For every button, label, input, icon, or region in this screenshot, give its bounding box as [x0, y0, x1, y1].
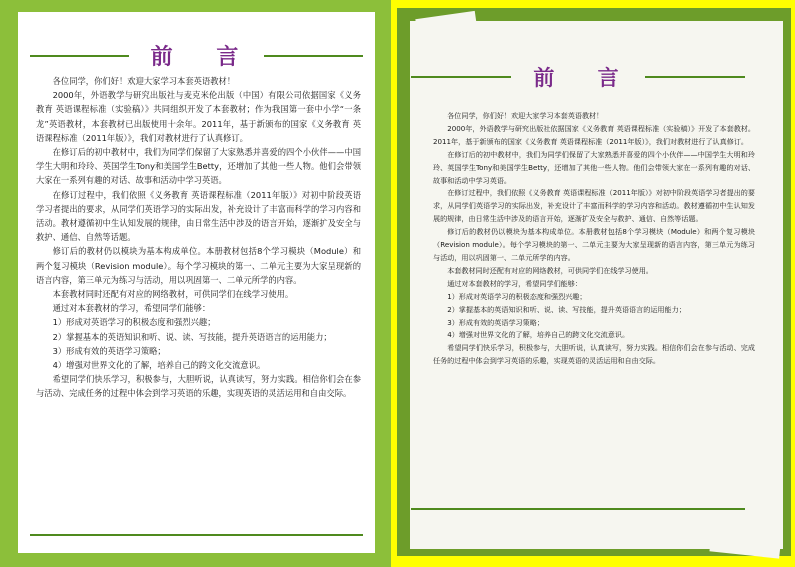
right-paragraph: 本套教材同时还配有对应的网络教材，可供同学们在线学习使用。 — [447, 265, 653, 275]
left-list-item: 2）掌握基本的英语知识和听、说、读、写技能，提升英语语言的运用能力； — [52, 331, 332, 342]
right-paragraph: 在修订后的初中教材中，我们为同学们保留了大家熟悉并喜爱的四个小伙伴——中国学生大明和玲玲、英国学生Tony和美国学生Betty，还增加了其他一些人物。他们会带领大家在一系列有趣的对话、故事和活动中学习英语。 — [433, 149, 755, 185]
left-list-item: 3）形成有效的英语学习策略； — [52, 345, 166, 356]
left-paragraph: 在修订后的初中教材中，我们为同学们保留了大家熟悉并喜爱的四个小伙伴——中国学生大明和玲玲、英国学生Tony和美国学生Betty，还增加了其他一些人物。他们会带领大家在一系列有趣的对话、故事和活动中学习英语。 — [36, 147, 361, 186]
right-paragraph: 2000年，外语教学与研究出版社依据国家《义务教育 英语课程标准（实验稿）》开发了本套教材。2011年，基于新颁布的国家《义务教育 英语课程标准（2011年版）》，我们对教材进行了认真修订。 — [433, 123, 755, 146]
right-paragraph: 修订后的教材仍以模块为基本构成单位。本册教材包括8个学习模块（Module）和两个复习模块（Revision module）。每个学习模块的第一、二单元主要为大家呈现新的语言内容，第三单元为练习与活动，用以巩固第一、二单元所学的内容。 — [433, 227, 755, 262]
left-paragraph: 各位同学，你们好！欢迎大家学习本套英语教材！ — [52, 76, 236, 86]
right-title-row — [411, 62, 745, 92]
left-title-rule-left — [30, 55, 129, 57]
right-page-panel — [393, 0, 795, 567]
torn-edge-bottom — [709, 537, 780, 558]
left-paragraph: 希望同学们快乐学习，积极参与，大胆听说，认真读写，努力实践。相信你们会在参与活动、完成任务的过程中体会到学习英语的乐趣，实现英语的灵活运用和自由交际。 — [36, 374, 361, 399]
right-page-title: 前 言 — [533, 65, 637, 90]
right-paragraph: 在修订过程中，我们依照《义务教育 英语课程标准（2011年版）》对初中阶段英语学习者提出的要求，从同学们英语学习的实际出发，补充设计了丰富而科学的学习内容和活动。教材遵循初中生认知发展的规律，由日常生活中涉及的语言开始，逐渐扩及安全与救护、通信、自然等话题。 — [433, 188, 755, 224]
right-title-rule-right — [645, 76, 745, 78]
torn-edge-top — [415, 11, 476, 33]
right-title-rule-left — [411, 76, 511, 78]
left-bottom-rule — [30, 534, 363, 536]
left-paragraph: 在修订过程中，我们依照《义务教育 英语课程标准（2011年版）》对初中阶段英语学习者提出的要求，从同学们英语学习的实际出发，补充设计了丰富而科学的学习内容和活动。教材遵循初中生认知发展的规律，由日常生活中涉及的语言开始，逐渐扩及安全与救护、通信、自然等话题。 — [36, 189, 361, 243]
left-page-body — [36, 74, 361, 401]
right-list-item: 1）形成对英语学习的积极态度和强烈兴趣； — [447, 291, 587, 301]
left-title-rule-right — [264, 55, 363, 57]
left-title-row — [30, 40, 363, 71]
left-paragraph: 本套教材同时还配有对应的网络教材，可供同学们在线学习使用。 — [52, 289, 294, 300]
left-paragraph: 2000年，外语教学与研究出版社与麦克米伦出版（中国）有限公司依据国家《义务教育 英语课程标准（实验稿）》共同组织开发了本套教材；作为我国第一套中小学“一条龙”英语教材，本套教材已出版使用十余年。2011年，基于新颁布的国家《义务教育 英语课程标准（2011年版）》，我们对教材进行了认真修订。 — [36, 90, 361, 143]
right-list-item: 4）增强对世界文化的了解，培养自己的跨文化交流意识。 — [447, 330, 630, 340]
left-page-title: 前 言 — [150, 44, 257, 70]
left-list-item: 1）形成对英语学习的积极态度和强烈兴趣； — [52, 317, 216, 328]
left-page-sheet — [18, 12, 375, 553]
right-paragraph: 各位同学，你们好！欢迎大家学习本套英语教材！ — [447, 111, 604, 120]
right-paragraph: 希望同学们快乐学习，积极参与，大胆听说，认真读写，努力实践。相信你们会在参与活动、完成任务的过程中体会到学习英语的乐趣，实现英语的灵活运用和自由交际。 — [433, 343, 755, 366]
right-page-body — [433, 110, 755, 368]
left-paragraph: 修订后的教材仍以模块为基本构成单位。本册教材包括8个学习模块（Module）和两个复习模块（Revision module）。每个学习模块的第一、二单元主要为大家呈现新的语言内容，第三单元为练习与活动，用以巩固第一、二单元所学的内容。 — [36, 246, 361, 285]
right-list-item: 2）掌握基本的英语知识和听、说、读、写技能，提升英语语言的运用能力； — [447, 304, 686, 314]
left-page-panel — [0, 0, 393, 567]
right-paragraph: 通过对本套教材的学习，希望同学们能够： — [447, 278, 582, 288]
right-bottom-rule — [411, 508, 745, 510]
right-list-item: 3）形成有效的英语学习策略； — [447, 317, 544, 327]
left-list-item: 4）增强对世界文化的了解，培养自己的跨文化交流意识。 — [52, 360, 266, 371]
left-paragraph: 通过对本套教材的学习，希望同学们能够： — [52, 303, 211, 314]
